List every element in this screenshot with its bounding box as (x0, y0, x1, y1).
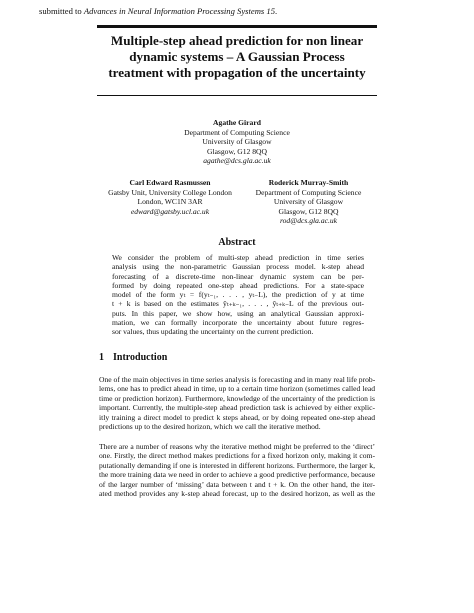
author-name: Roderick Murray-Smith (268, 178, 349, 187)
author-affiliation: Department of Computing Science (255, 187, 362, 197)
author-affiliation: London, WC1N 3AR (137, 197, 203, 207)
abstract-line: formed by doing repeated one-step ahead predictions. For a state-space (112, 280, 364, 290)
author-affiliation: Glasgow, G12 8QQ (206, 146, 268, 156)
author-affiliation: Glasgow, G12 8QQ (278, 206, 339, 216)
abstract-line: t + k is based on the estimates ŷₜ₊ₖ₋₁, . . . , ŷₜ₊ₖ₋L of the previous out- (112, 299, 364, 309)
author-rasmussen (100, 178, 240, 216)
abstract-line: mation, we can formally incorporate the uncertainty about future regres- (112, 318, 364, 328)
body-line: One of the main objectives in time series analysis is forecasting and in many real life prob- (99, 375, 376, 384)
submission-prefix: submitted to (39, 6, 84, 16)
body-line: itly training a direct model to predict k steps ahead, or by doing repeated one-step ahead (99, 412, 375, 422)
abstract-line: forecasting of a discrete-time non-linear dynamic system can be per- (112, 271, 364, 281)
title-line: treatment with propagation of the uncertainty (108, 65, 366, 80)
abstract-line: puts. In this paper, we show how, using an analytical Gaussian approxi- (112, 308, 364, 318)
abstract-heading: Abstract (218, 237, 256, 248)
author-girard (137, 118, 337, 166)
title-bottom-rule (97, 95, 377, 96)
abstract-line: model of the form yₜ = f(yₜ₋₁, . . . , yₜ₋L), the prediction of y at time (112, 290, 364, 300)
author-email[interactable]: edward@gatsby.ucl.ac.uk (130, 206, 210, 216)
title-line: dynamic systems – A Gaussian Process (129, 49, 345, 64)
body-line: the more training data we need in order to achieve a good predictive performance, because (99, 470, 375, 480)
body-line: putationally demanding if one is interested in different horizons. Furthermore, the larger k, (99, 460, 375, 470)
author-email[interactable]: rod@dcs.gla.ac.uk (279, 216, 338, 226)
author-name: Carl Edward Rasmussen (129, 178, 211, 187)
submission-suffix: . (275, 6, 278, 16)
title-line: Multiple-step ahead prediction for non linear (110, 33, 364, 48)
body-line: ated method provides any k-step ahead forecast, up to the desired horizon, as well as the (99, 489, 375, 499)
body-line: There are a number of reasons why the iterative method might be preferred to the ‘direct’ (99, 442, 375, 451)
body-line: predictions up to the desired horizon, which we call the iterative method. (99, 422, 321, 432)
section-heading-introduction (99, 352, 167, 364)
submission-note (39, 6, 277, 17)
title-top-rule (97, 25, 377, 28)
author-email[interactable]: agathe@dcs.gla.ac.uk (203, 156, 271, 166)
author-name: Agathe Girard (213, 118, 261, 127)
body-line: of the larger number of ‘missing’ data between t and t + k. On the other hand, the iter- (99, 479, 375, 489)
author-murray-smith (236, 178, 381, 226)
abstract-line: We consider the problem of multi-step ahead prediction in time series (112, 253, 364, 262)
author-affiliation: University of Glasgow (202, 137, 272, 147)
body-line: lems, one has to predict ahead in time, up to a certain time horizon (sometimes called lead (99, 384, 375, 394)
body-line: time or prediction horizon). Furthermore, knowledge of the uncertainty of the prediction is (99, 393, 375, 403)
author-affiliation: Department of Computing Science (184, 127, 290, 137)
abstract-body (112, 253, 364, 337)
author-affiliation: Gatsby Unit, University College London (108, 187, 232, 197)
abstract-line: analysis using the non-parametric Gaussian process model. k-step ahead (112, 262, 364, 272)
intro-paragraph-2 (99, 442, 375, 498)
body-line: one. Firstly, the direct method makes predictions for a fixed horizon only, making it com- (99, 451, 375, 461)
body-line: important. Currently, the multiple-step ahead prediction task is achieved by either explic- (99, 403, 375, 413)
section-number: 1 (99, 352, 104, 363)
author-affiliation: University of Glasgow (273, 197, 344, 207)
paper-title (97, 33, 377, 81)
section-title: Introduction (113, 352, 168, 363)
intro-paragraph-1 (99, 375, 375, 431)
abstract-line: sor values, thus updating the uncertainty on the current prediction. (112, 327, 314, 337)
submission-venue: Advances in Neural Information Processing Systems 15 (83, 6, 275, 16)
